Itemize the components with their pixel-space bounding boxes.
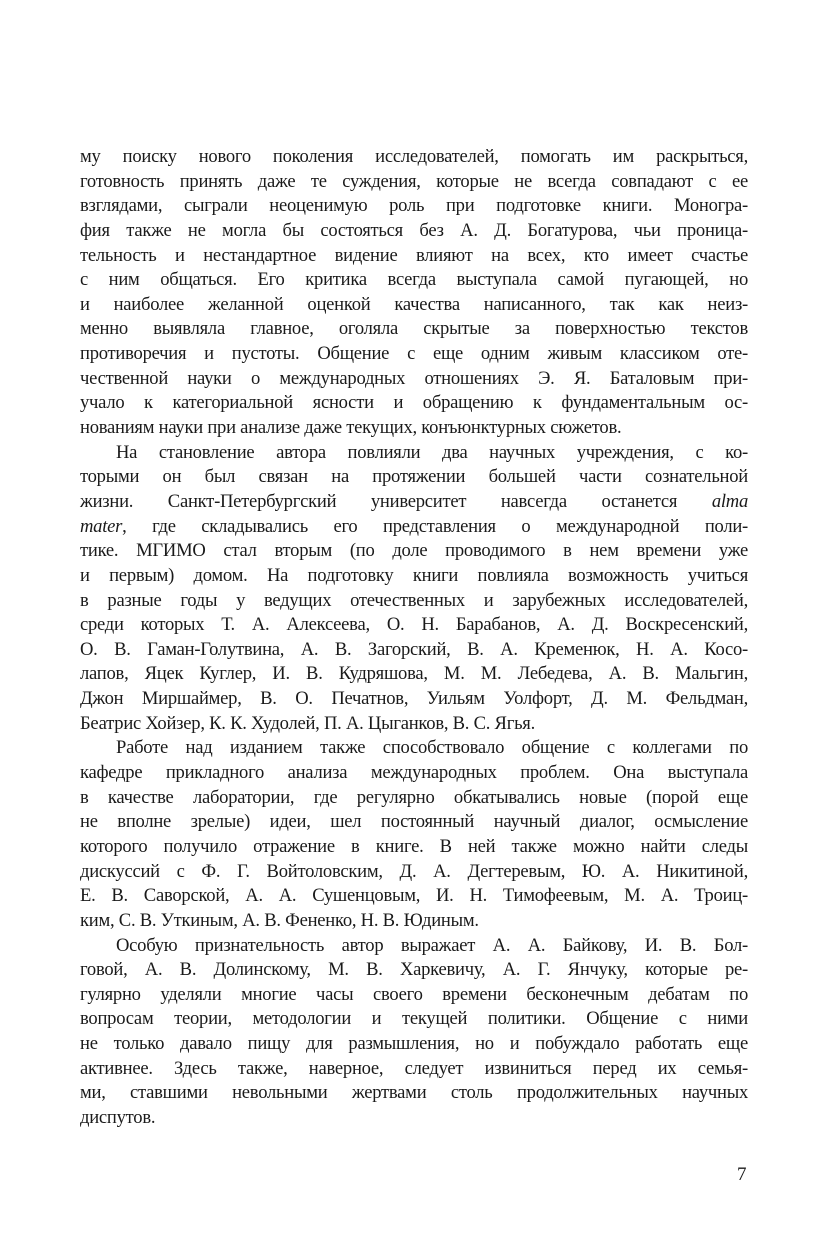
text-line: дискуссий с Ф. Г. Войтоловским, Д. А. Дегтеревым, Ю. А. Никитиной, xyxy=(80,860,748,882)
text-line: нованиям науки при анализе даже текущих, конъюнктурных сюжетов. xyxy=(80,417,622,439)
text-line: в качестве лаборатории, где регулярно обкатывались новые (порой еще xyxy=(80,786,748,808)
text-line: му поиску нового поколения исследователей, помогать им раскрыться, xyxy=(80,146,748,167)
text-segment: жизни. Санкт-Петербургский университет навсегда останется xyxy=(80,490,712,512)
text-line: говой, А. В. Долинскому, М. В. Харкевичу, А. Г. Янчуку, которые ре- xyxy=(80,959,748,981)
text-line: Особую признательность автор выражает А. А. Байкову, И. В. Бол- xyxy=(116,934,748,956)
text-line: Джон Миршаймер, В. О. Печатнов, Уильям Уолфорт, Д. М. Фельдман, xyxy=(80,688,748,710)
text-line: гулярно уделяли многие часы своего времени бесконечным дебатам по xyxy=(80,983,748,1005)
paragraph xyxy=(80,145,748,441)
text-line: готовность принять даже те суждения, которые не всегда совпадают с ее xyxy=(80,170,748,192)
italic-phrase: alma xyxy=(711,490,748,512)
text-line: ми, ставшими невольными жертвами столь продолжительных научных xyxy=(80,1082,748,1104)
text-line: противоречия и пустоты. Общение с еще одним живым классиком оте- xyxy=(80,343,748,365)
paragraph xyxy=(80,441,748,737)
paragraph xyxy=(80,736,748,933)
body-text xyxy=(80,145,748,1131)
text-line: взглядами, сыграли неоценимую роль при подготовке книги. Моногра- xyxy=(80,195,748,217)
text-line: Работе над изданием также способствовало общение с коллегами по xyxy=(116,737,748,759)
text-line: О. В. Гаман-Голутвина, А. В. Загорский, В. А. Кременюк, Н. А. Косо- xyxy=(80,638,748,660)
text-line: ким, С. В. Уткиным, А. В. Фененко, Н. В. Юдиным. xyxy=(80,909,479,931)
text-line: не только давало пищу для размышления, но и побуждало работать еще xyxy=(80,1033,748,1055)
text-line: фия также не могла бы состояться без А. Д. Богатурова, чьи проница- xyxy=(80,219,748,241)
text-line: с ним общаться. Его критика всегда выступала самой пугающей, но xyxy=(80,269,748,291)
text-line: тельность и нестандартное видение влияют на всех, кто имеет счастье xyxy=(80,244,748,266)
text-line: активнее. Здесь также, наверное, следует извиниться перед их семья- xyxy=(80,1057,748,1079)
text-line: не вполне зрелые) идеи, шел постоянный научный диалог, осмысление xyxy=(80,811,748,833)
text-line: которого получило отражение в книге. В ней также можно найти следы xyxy=(80,835,748,857)
text-line: кафедре прикладного анализа международных проблем. Она выступала xyxy=(80,762,748,784)
text-line: менно выявляла главное, оголяла скрытые за поверхностью текстов xyxy=(80,318,748,340)
paragraph xyxy=(80,934,748,1131)
text-line: торыми он был связан на протяжении большей части сознательной xyxy=(80,466,748,488)
text-segment: , где складывались его представления о международной поли- xyxy=(122,515,748,537)
text-line: вопросам теории, методологии и текущей политики. Общение с ними xyxy=(80,1008,748,1030)
text-line: и первым) домом. На подготовку книги повлияла возможность учиться xyxy=(80,564,748,586)
text-line: лапов, Яцек Куглер, И. В. Кудряшова, М. М. Лебедева, А. В. Мальгин, xyxy=(80,663,748,685)
text-line xyxy=(80,490,748,515)
page-number: 7 xyxy=(737,1164,747,1185)
text-line: учало к категориальной ясности и обращению к фундаментальным ос- xyxy=(80,392,748,414)
text-line: чественной науки о международных отношениях Э. Я. Баталовым при- xyxy=(80,367,748,389)
text-line: На становление автора повлияли два научных учреждения, с ко- xyxy=(116,441,748,463)
text-line: тике. МГИМО стал вторым (по доле проводимого в нем времени уже xyxy=(80,540,748,562)
text-line: в разные годы у ведущих отечественных и зарубежных исследователей, xyxy=(80,589,748,611)
text-line: среди которых Т. А. Алексеева, О. Н. Барабанов, А. Д. Воскресенский, xyxy=(80,614,748,636)
text-line: и наиболее желанной оценкой качества написанного, так как неиз- xyxy=(80,293,748,315)
text-line: диспутов. xyxy=(80,1106,156,1128)
text-line: Беатрис Хойзер, К. К. Худолей, П. А. Цыганков, В. С. Ягья. xyxy=(80,712,535,734)
text-line: Е. В. Саворской, А. А. Сушенцовым, И. Н. Тимофеевым, М. А. Троиц- xyxy=(80,885,748,907)
italic-phrase: mater xyxy=(80,515,123,537)
text-line xyxy=(80,515,748,540)
